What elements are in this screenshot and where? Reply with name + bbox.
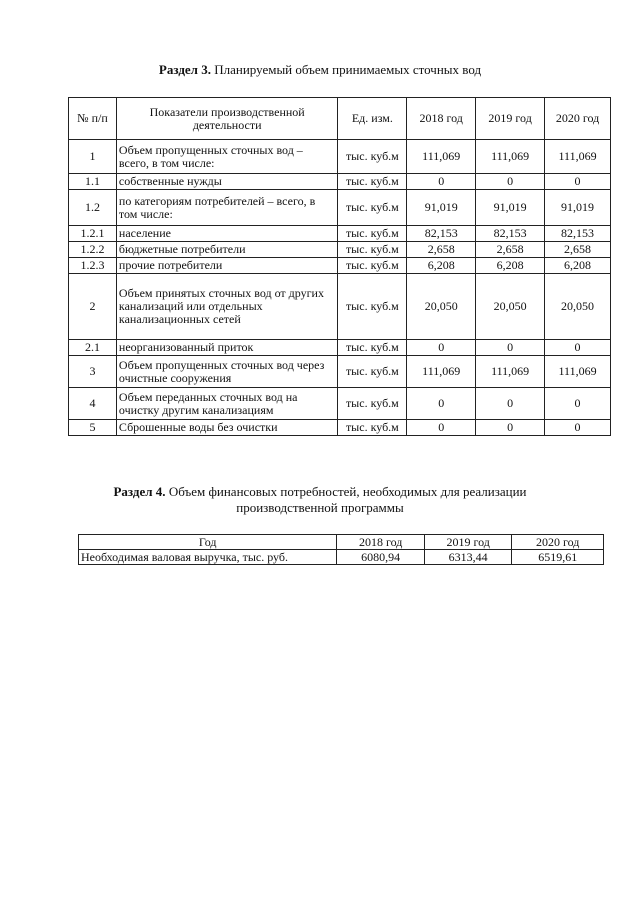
- row-value-2018: 91,019: [407, 190, 476, 226]
- section3-title: Планируемый объем принимаемых сточных вод: [214, 62, 482, 77]
- row-name: Необходимая валовая выручка, тыс. руб.: [79, 550, 337, 565]
- row-num: 1.2: [69, 190, 117, 226]
- row-value-2020: 0: [545, 420, 611, 436]
- table-row: [69, 356, 611, 388]
- row-value-2020: 111,069: [545, 356, 611, 388]
- header-2020: 2020 год: [545, 98, 611, 140]
- row-unit: тыс. куб.м: [338, 340, 407, 356]
- table-row: [69, 242, 611, 258]
- section4-title-line1: Объем финансовых потребностей, необходимых для реализации: [168, 484, 527, 499]
- wastewater-volume-table: [68, 97, 611, 436]
- section4-label: Раздел 4.: [113, 484, 166, 499]
- header-unit: Ед. изм.: [338, 98, 407, 140]
- financial-needs-table: [78, 534, 604, 565]
- header-2018: 2018 год: [337, 535, 425, 550]
- row-name: собственные нужды: [116, 174, 338, 190]
- row-value-2020: 20,050: [545, 274, 611, 340]
- row-num: 1.2.1: [69, 226, 117, 242]
- row-num: 2.1: [69, 340, 117, 356]
- section4-title-line2: производственной программы: [236, 500, 404, 515]
- header-num: № п/п: [69, 98, 117, 140]
- table-row: [69, 190, 611, 226]
- row-value-2020: 0: [545, 388, 611, 420]
- row-unit: тыс. куб.м: [338, 140, 407, 174]
- table-row: [79, 550, 604, 565]
- row-value-2018: 111,069: [407, 356, 476, 388]
- row-unit: тыс. куб.м: [338, 274, 407, 340]
- table-row: [69, 388, 611, 420]
- row-value-2018: 0: [407, 174, 476, 190]
- row-name: по категориям потребителей – всего, в том числе:: [116, 190, 338, 226]
- row-num: 3: [69, 356, 117, 388]
- row-unit: тыс. куб.м: [338, 242, 407, 258]
- row-value-2019: 111,069: [476, 356, 545, 388]
- row-value-2020: 6,208: [545, 258, 611, 274]
- row-unit: тыс. куб.м: [338, 356, 407, 388]
- row-value-2018: 0: [407, 340, 476, 356]
- row-value-2019: 2,658: [476, 242, 545, 258]
- section3-label: Раздел 3.: [158, 62, 211, 77]
- row-name: прочие потребители: [116, 258, 338, 274]
- row-value-2019: 111,069: [476, 140, 545, 174]
- row-value-2019: 0: [476, 340, 545, 356]
- table-header-row: [69, 98, 611, 140]
- row-value-2020: 111,069: [545, 140, 611, 174]
- table-row: [69, 140, 611, 174]
- row-value-2018: 2,658: [407, 242, 476, 258]
- row-num: 5: [69, 420, 117, 436]
- row-value-2018: 82,153: [407, 226, 476, 242]
- row-name: бюджетные потребители: [116, 242, 338, 258]
- header-year: Год: [79, 535, 337, 550]
- row-unit: тыс. куб.м: [338, 388, 407, 420]
- row-value-2018: 6,208: [407, 258, 476, 274]
- section4-heading: [0, 484, 640, 516]
- row-name: Объем пропущенных сточных вод через очистные сооружения: [116, 356, 338, 388]
- row-num: 2: [69, 274, 117, 340]
- row-unit: тыс. куб.м: [338, 420, 407, 436]
- header-2020: 2020 год: [512, 535, 604, 550]
- row-value-2019: 0: [476, 420, 545, 436]
- row-value-2020: 91,019: [545, 190, 611, 226]
- row-value-2020: 0: [545, 340, 611, 356]
- table-row: [69, 274, 611, 340]
- row-value-2018: 0: [407, 388, 476, 420]
- row-value-2020: 0: [545, 174, 611, 190]
- row-num: 1: [69, 140, 117, 174]
- table-row: [69, 226, 611, 242]
- row-name: население: [116, 226, 338, 242]
- table-row: [69, 420, 611, 436]
- table-header-row: [79, 535, 604, 550]
- row-value-2019: 6,208: [476, 258, 545, 274]
- row-value-2019: 0: [476, 174, 545, 190]
- row-value-2018: 111,069: [407, 140, 476, 174]
- row-unit: тыс. куб.м: [338, 226, 407, 242]
- row-value-2019: 0: [476, 388, 545, 420]
- row-name: неорганизованный приток: [116, 340, 338, 356]
- row-value-2020: 2,658: [545, 242, 611, 258]
- row-value-2018: 0: [407, 420, 476, 436]
- header-2019: 2019 год: [476, 98, 545, 140]
- row-value-2020: 6519,61: [512, 550, 604, 565]
- row-value-2018: 20,050: [407, 274, 476, 340]
- row-num: 1.2.3: [69, 258, 117, 274]
- header-2019: 2019 год: [424, 535, 512, 550]
- row-value-2019: 91,019: [476, 190, 545, 226]
- row-name: Объем переданных сточных вод на очистку другим канализациям: [116, 388, 338, 420]
- row-unit: тыс. куб.м: [338, 174, 407, 190]
- row-num: 4: [69, 388, 117, 420]
- row-value-2019: 6313,44: [424, 550, 512, 565]
- table-row: [69, 174, 611, 190]
- row-num: 1.1: [69, 174, 117, 190]
- row-unit: тыс. куб.м: [338, 190, 407, 226]
- row-name: Объем пропущенных сточных вод – всего, в том числе:: [116, 140, 338, 174]
- row-value-2020: 82,153: [545, 226, 611, 242]
- header-indicator: Показатели производственной деятельности: [116, 98, 338, 140]
- row-name: Сброшенные воды без очистки: [116, 420, 338, 436]
- table-row: [69, 258, 611, 274]
- row-unit: тыс. куб.м: [338, 258, 407, 274]
- section3-heading: [0, 62, 640, 78]
- row-value-2018: 6080,94: [337, 550, 425, 565]
- row-value-2019: 20,050: [476, 274, 545, 340]
- table-row: [69, 340, 611, 356]
- row-value-2019: 82,153: [476, 226, 545, 242]
- header-2018: 2018 год: [407, 98, 476, 140]
- row-num: 1.2.2: [69, 242, 117, 258]
- row-name: Объем принятых сточных вод от других канализаций или отдельных канализационных сетей: [116, 274, 338, 340]
